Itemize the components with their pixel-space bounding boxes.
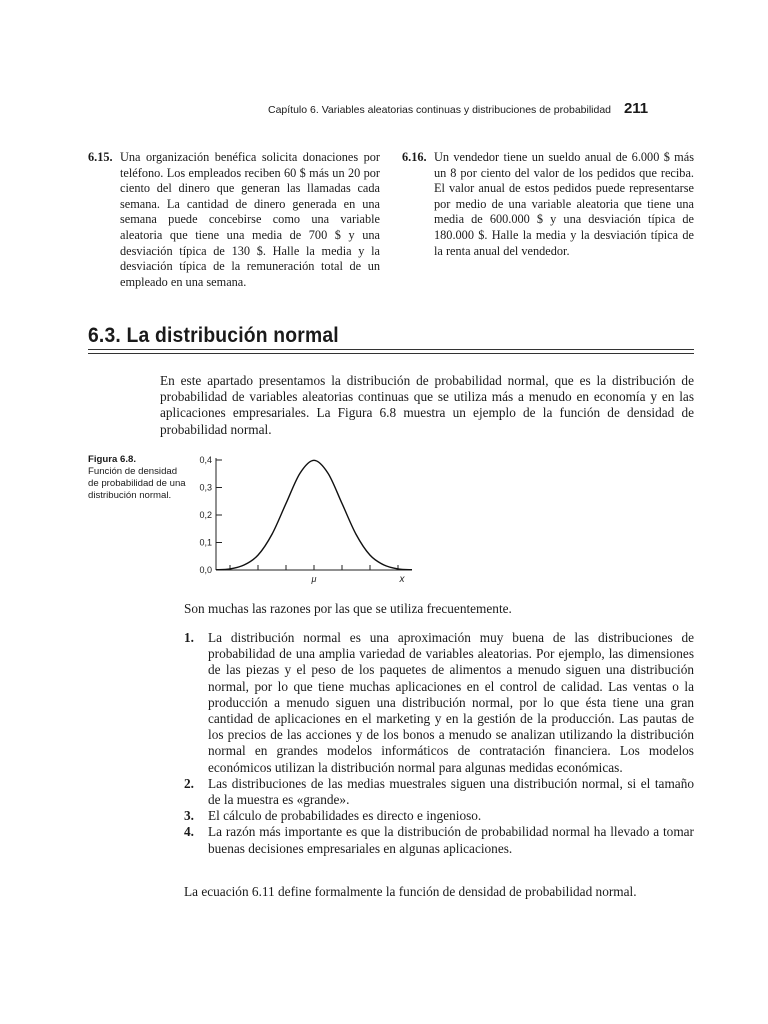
y-tick-label: 0,1 [199,537,212,548]
section-rule-bottom [88,353,694,354]
y-tick-label: 0,0 [199,565,212,575]
normal-density-chart [186,448,436,588]
list-number: 1. [184,630,194,645]
figure-label: Figura 6.8. [88,454,136,465]
page-number: 211 [623,100,649,117]
chapter-header: Capítulo 6. Variables aleatorias continuas y distribuciones de probabilidad [268,104,612,116]
y-tick-label: 0,2 [199,510,212,520]
chart-ticks [199,455,405,585]
exercise-text: Una organización benéfica solicita donaciones por teléfono. Los empleados reciben 60 $ más un 20 por ciento del dinero que generan las llamadas cada semana. La cantidad de dinero generada en una semana puede concebirse como una variable aleatoria que tiene una media de 700 $ y una desviación típica de 130 $. Halle la media y la desviación típica de la remuneración total de un empleado en una semana. [120,150,380,289]
section-title: 6.3. La distribución normal [88,324,339,347]
exercise-text: Un vendedor tiene un sueldo anual de 6.000 $ más un 8 por ciento del valor de los pedidos que reciba. El valor anual de estos pedidos puede representarse por medio de una variable aleatoria que tiene una media de 600.000 $ y una desviación típica de 180.000 $. Halle la media y la desviación típica de la renta anual del vendedor. [434,150,694,258]
y-tick-label: 0,4 [199,455,212,465]
closing-paragraph: La ecuación 6.11 define formalmente la función de densidad de probabilidad normal. [184,884,637,899]
list-text: El cálculo de probabilidades es directo e ingenioso. [208,808,482,824]
exercise-6-15 [88,150,380,290]
list-item [184,776,694,808]
list-item [184,630,694,776]
exercise-6-16 [402,150,694,259]
list-text: La razón más importante es que la distribución de probabilidad normal ha llevado a tomar buenas decisiones empresariales en algunas aplicaciones. [208,824,694,856]
reasons-intro: Son muchas las razones por las que se utiliza frecuentemente. [184,601,512,616]
list-number: 4. [184,824,194,840]
list-text: La distribución normal es una aproximación muy buena de las distribuciones de probabilidad de una amplia variedad de variables aleatorias. Por ejemplo, las dimensiones de las piezas y el peso de los paquetes de alimentos a menudo siguen una distribución normal, por lo que tiene muchas aplicaciones en el control de calidad. Las ventas o la producción a menudo siguen una distribución normal, por lo que ésta tiene una gran cantidad de aplicaciones en el marketing y en la gestión de la producción. Las pautas de los precios de las acciones y de los bonos a menudo se analizan utilizando la distribución normal en grandes modelos informáticos de contratación financiera. Los modelos económicos utilizan la distribución normal para algunas medidas económicas. [208,630,694,775]
chart-series [216,460,412,569]
list-text: Las distribuciones de las medias muestrales siguen una distribución normal, si el tamaño de la muestra es «grande». [208,775,694,808]
exercise-number: 6.16. [402,150,427,164]
section-rule-top [88,349,694,350]
list-number: 3. [184,808,194,824]
x-tick-label: μ [311,574,317,584]
chart-axes [216,458,412,570]
list-number: 2. [184,775,194,791]
exercise-number: 6.15. [88,150,113,164]
list-item [184,824,694,856]
running-header [268,100,698,117]
figure-caption [88,454,188,502]
x-axis-label: x [399,574,405,585]
y-tick-label: 0,3 [199,482,212,493]
section-intro: En este apartado presentamos la distribución de probabilidad normal, que es la distribución de probabilidad de variables aleatorias continuas que se utiliza más a menudo en economía y en las aplicaciones empresariales. La Figura 6.8 muestra un ejemplo de la función de densidad de probabilidad normal. [160,373,694,437]
reasons-list [184,630,694,857]
list-item [184,808,694,824]
density-curve [216,460,412,569]
figure-caption-text: Función de densidad de probabilidad de una distribución normal. [88,466,186,501]
